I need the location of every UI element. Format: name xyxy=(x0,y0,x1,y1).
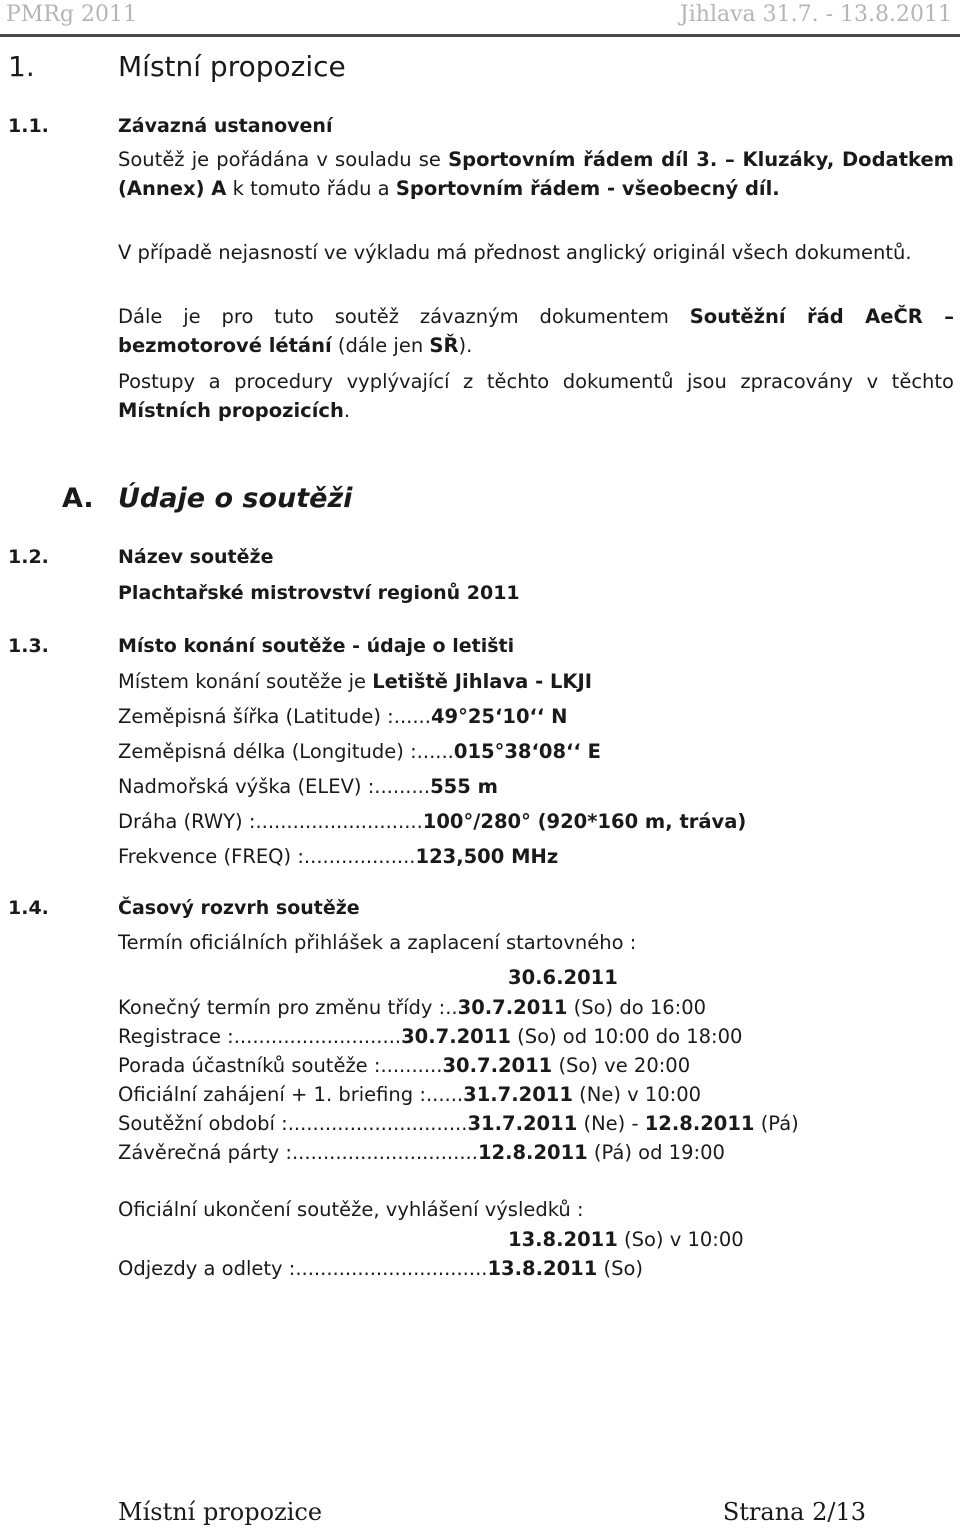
schedule-row: Registrace :...........................30.7.2011 (So) od 10:00 do 18:00 xyxy=(118,1025,743,1048)
paragraph-procedures: Postupy a procedury vyplývající z těchto dokumentů jsou zpracovány v těchto Místních propozicích. xyxy=(118,370,954,422)
closing-label: Oficiální ukončení soutěže, vyhlášení výsledků : xyxy=(118,1198,584,1221)
registration-deadline-label: Termín oficiálních přihlášek a zaplacení startovného : xyxy=(118,931,637,954)
header-right: Jihlava 31.7. - 13.8.2011 xyxy=(679,2,952,27)
section-title-1-2: Název soutěže xyxy=(118,546,274,568)
footer-left: Místní propozice xyxy=(118,1498,323,1526)
section-number-1-4: 1.4. xyxy=(8,897,49,919)
schedule-row: Oficiální zahájení + 1. briefing :......31.7.2011 (Ne) v 10:00 xyxy=(118,1083,702,1106)
schedule-row: Porada účastníků soutěže :..........30.7.2011 (So) ve 20:00 xyxy=(118,1054,691,1077)
airfield-row: Frekvence (FREQ) :..................123,500 MHz xyxy=(118,845,559,868)
registration-deadline-date: 30.6.2011 xyxy=(508,966,618,989)
section-number-1-1: 1.1. xyxy=(8,115,49,137)
schedule-row: Soutěžní období :.............................31.7.2011 (Ne) - 12.8.2011 (Pá) xyxy=(118,1112,799,1135)
section-title-1-1: Závazná ustanovení xyxy=(118,115,333,137)
section-number-1-3: 1.3. xyxy=(8,635,49,657)
section-title-1-4: Časový rozvrh soutěže xyxy=(118,897,360,919)
part-title: Údaje o soutěži xyxy=(118,483,353,514)
airfield-row: Zeměpisná šířka (Latitude) :......49°25‘10‘‘ N xyxy=(118,705,568,728)
header-left: PMRg 2011 xyxy=(6,2,137,27)
paragraph-english-priority: V případě nejasností ve výkladu má přednost anglický originál všech dokumentů. xyxy=(118,241,912,264)
airfield-row: Nadmořská výška (ELEV) :.........555 m xyxy=(118,775,498,798)
chapter-title: Místní propozice xyxy=(118,50,346,83)
chapter-number: 1. xyxy=(8,50,35,83)
schedule-row: Konečný termín pro změnu třídy :..30.7.2011 (So) do 16:00 xyxy=(118,996,707,1019)
header-rule xyxy=(0,34,960,37)
part-letter: A. xyxy=(62,483,94,514)
airfield-row: Dráha (RWY) :...........................100°/280° (920*160 m, tráva) xyxy=(118,810,747,833)
departure-row: Odjezdy a odlety :...............................13.8.2011 (So) xyxy=(118,1257,644,1280)
paragraph-rules: Soutěž je pořádána v souladu se Sportovním řádem díl 3. – Kluzáky, Dodatkem (Annex) A k tomuto řádu a Sportovním řádem - všeobecný díl. xyxy=(118,148,954,200)
section-title-1-3: Místo konání soutěže - údaje o letišti xyxy=(118,635,515,657)
airfield-row: Zeměpisná délka (Longitude) :......015°38‘08‘‘ E xyxy=(118,740,601,763)
competition-name: Plachtařské mistrovství regionů 2011 xyxy=(118,582,520,604)
footer-page-number: Strana 2/13 xyxy=(722,1498,866,1526)
section-number-1-2: 1.2. xyxy=(8,546,49,568)
paragraph-sr: Dále je pro tuto soutěž závazným dokumentem Soutěžní řád AeČR – bezmotorové létání (dále jen SŘ). xyxy=(118,305,954,357)
schedule-row: Závěrečná párty :..............................12.8.2011 (Pá) od 19:00 xyxy=(118,1141,725,1164)
place-line: Místem konání soutěže je Letiště Jihlava - LKJI xyxy=(118,670,593,693)
closing-date: 13.8.2011 (So) v 10:00 xyxy=(508,1228,744,1251)
